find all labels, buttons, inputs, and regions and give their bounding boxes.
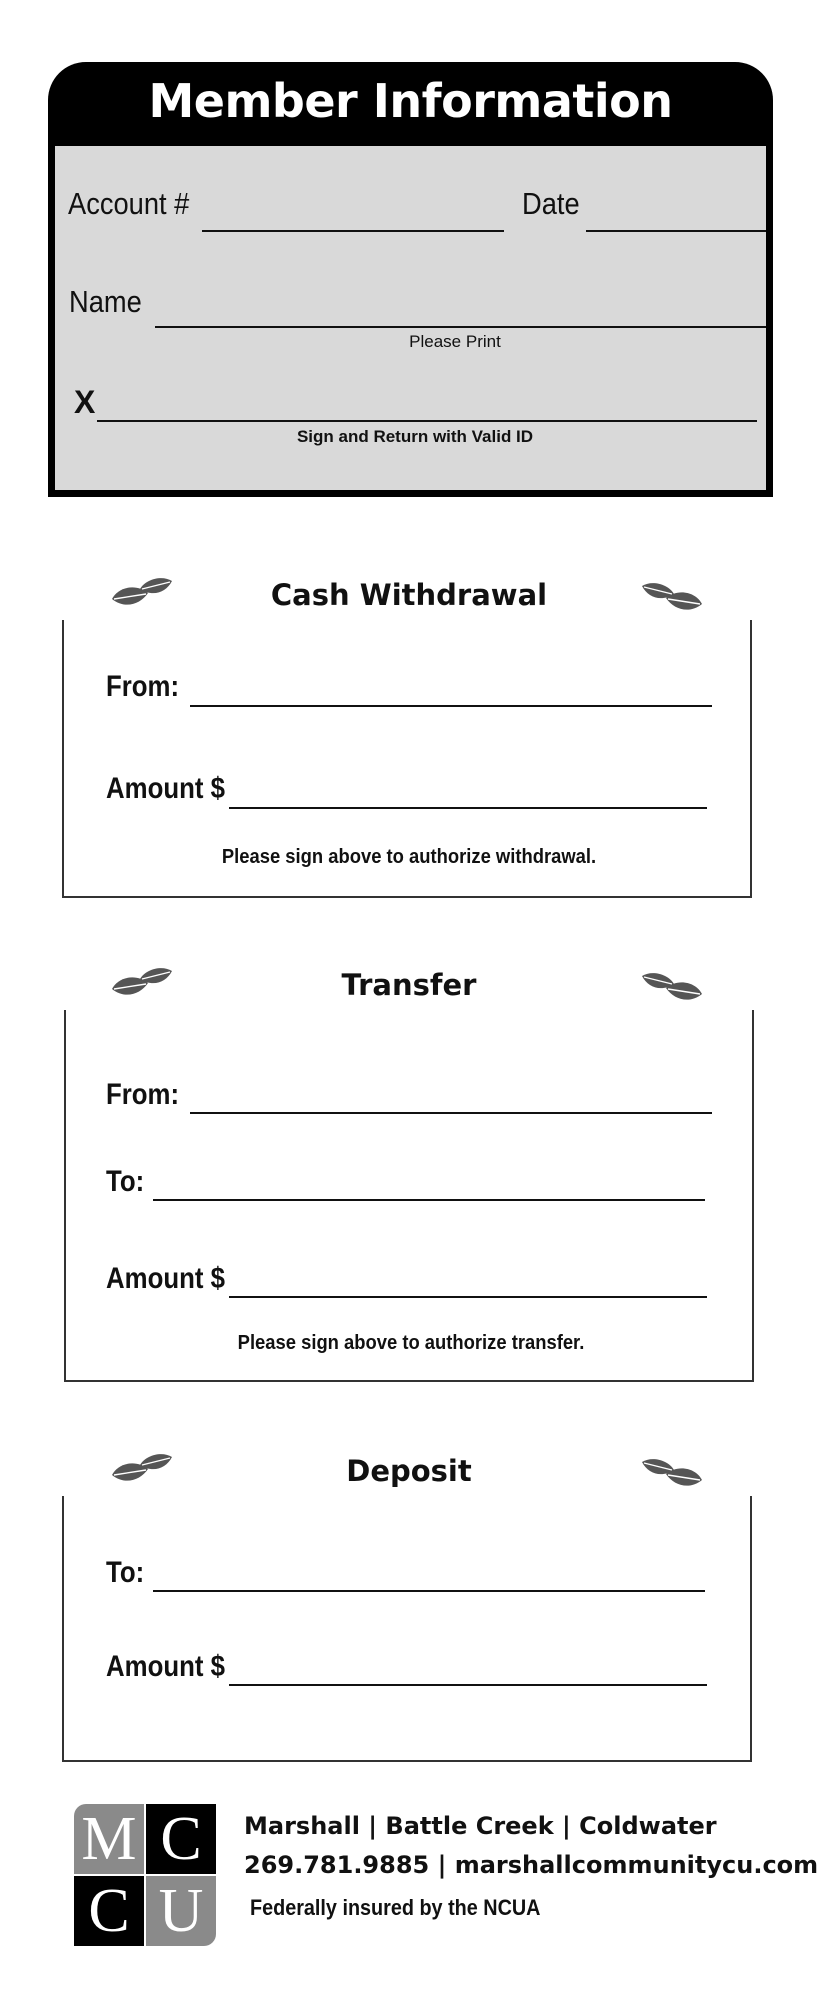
transfer-section: [62, 958, 756, 1384]
deposit-amount-line[interactable]: [229, 1684, 707, 1686]
deposit-box: [62, 1496, 752, 1762]
mccu-logo: [74, 1804, 216, 1946]
transfer-title: Transfer: [341, 968, 477, 1002]
date-label: Date: [522, 186, 580, 221]
cash-withdrawal-section: [62, 568, 756, 898]
footer-insurance: Federally insured by the NCUA: [250, 1895, 541, 1920]
deposit-to-line[interactable]: [153, 1590, 705, 1592]
transfer-to-label: To:: [106, 1165, 145, 1198]
logo-letter: M: [74, 1804, 144, 1874]
footer-locations: Marshall | Battle Creek | Coldwater: [244, 1812, 717, 1840]
transfer-from-line[interactable]: [190, 1112, 712, 1114]
cash-withdrawal-box: [62, 620, 752, 898]
member-information-title: Member Information: [148, 74, 673, 128]
signature-hint: Sign and Return with Valid ID: [296, 427, 534, 446]
logo-letter: C: [146, 1804, 216, 1874]
transfer-amount-label: Amount $: [106, 1262, 225, 1295]
footer-contact[interactable]: 269.781.9885 | marshallcommunitycu.com: [244, 1851, 819, 1879]
signature-field-line[interactable]: [97, 420, 757, 422]
deposit-to-label: To:: [106, 1556, 145, 1589]
signature-x-mark: X: [74, 384, 96, 420]
withdrawal-from-line[interactable]: [190, 705, 712, 707]
name-label: Name: [69, 284, 142, 319]
name-field-line[interactable]: [155, 326, 766, 328]
withdrawal-amount-label: Amount $: [106, 772, 225, 805]
logo-letter: U: [146, 1876, 216, 1946]
transfer-box: [64, 1010, 754, 1382]
transfer-note: Please sign above to authorize transfer.: [237, 1332, 585, 1354]
transfer-amount-line[interactable]: [229, 1296, 707, 1298]
account-field-line[interactable]: [202, 230, 504, 232]
account-label: Account #: [68, 186, 190, 221]
date-field-line[interactable]: [586, 230, 766, 232]
withdrawal-from-label: From:: [106, 670, 180, 703]
member-information-card: [48, 62, 773, 497]
withdrawal-amount-line[interactable]: [229, 807, 707, 809]
cash-withdrawal-title: Cash Withdrawal: [270, 578, 548, 612]
transfer-to-line[interactable]: [153, 1199, 705, 1201]
deposit-title: Deposit: [346, 1454, 472, 1488]
member-information-header: [48, 62, 773, 146]
logo-letter: C: [74, 1876, 144, 1946]
withdrawal-note: Please sign above to authorize withdrawal.: [221, 846, 597, 868]
transfer-from-label: From:: [106, 1078, 180, 1111]
name-hint: Please Print: [409, 332, 501, 351]
member-information-body: [48, 146, 773, 497]
deposit-section: [62, 1444, 756, 1764]
deposit-amount-label: Amount $: [106, 1650, 225, 1683]
